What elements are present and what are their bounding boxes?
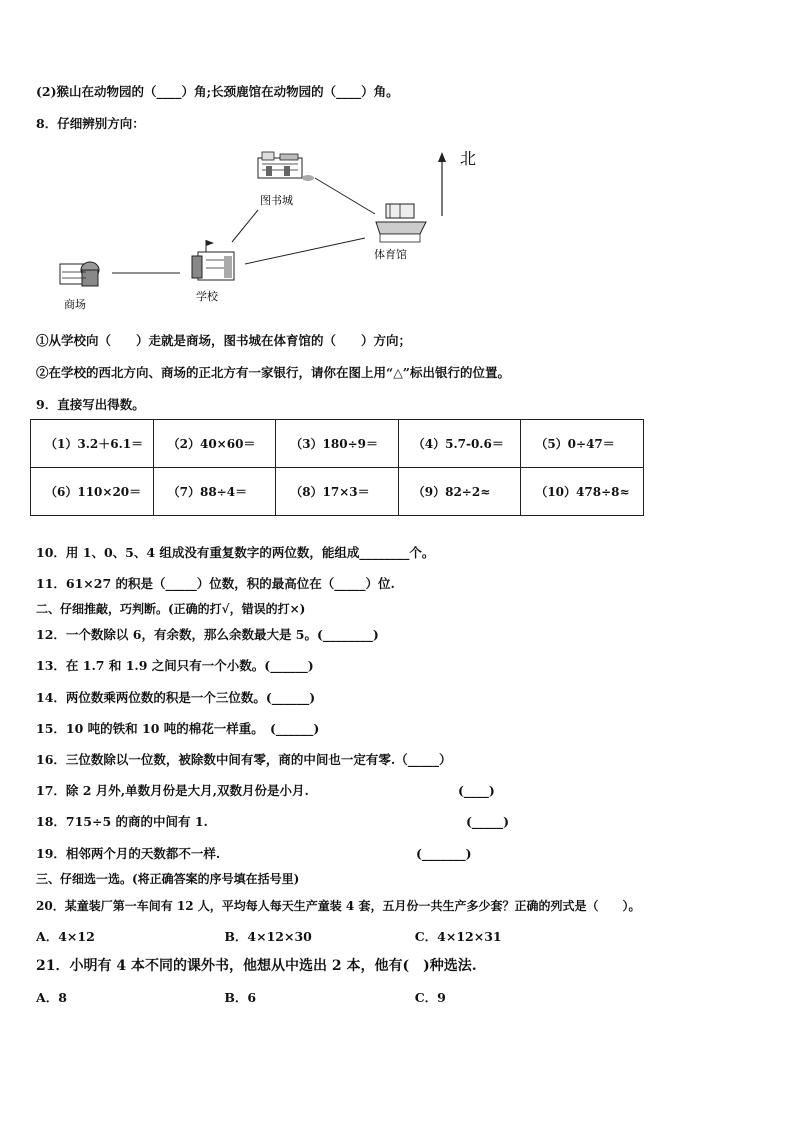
q8-sub1: ①从学校向（ ）走就是商场，图书城在体育馆的（ ）方向； <box>36 333 412 348</box>
q21-option-c[interactable]: C．9 <box>414 990 446 1005</box>
q9-calc-table <box>30 419 644 516</box>
q17 <box>36 783 309 799</box>
q19-blank: (_______) <box>416 846 472 861</box>
calc-cell: （2）40×60＝ <box>153 420 276 468</box>
section2-heading: 二、仔细推敲，巧判断。(正确的打√，错误的打×) <box>36 602 306 616</box>
school-label: 学校 <box>196 290 218 303</box>
calc-cell: （7）88÷4＝ <box>153 468 276 516</box>
library-icon <box>258 152 314 181</box>
q8-title: 8．仔细辨别方向： <box>36 116 145 131</box>
gym-icon <box>376 204 426 242</box>
gym-label: 体育馆 <box>374 248 407 261</box>
q21-options <box>36 990 446 1006</box>
q17-blank: (____) <box>458 783 495 798</box>
table-row <box>31 420 644 468</box>
library-label: 图书城 <box>260 194 293 207</box>
calc-cell: （5）0÷47＝ <box>521 420 644 468</box>
calc-cell: （4）5.7-0.6＝ <box>398 420 521 468</box>
q20-option-a[interactable]: A．4×12 <box>36 929 95 944</box>
q18-blank: (_____) <box>466 814 510 829</box>
q13: 13．在 1.7 和 1.9 之间只有一个小数。(______) <box>36 658 314 673</box>
calc-cell: （6）110×20＝ <box>31 468 154 516</box>
school-icon <box>192 240 234 280</box>
q21-option-a[interactable]: A．8 <box>36 990 67 1005</box>
calc-cell: （1）3.2＋6.1＝ <box>31 420 154 468</box>
mall-label: 商场 <box>64 298 86 311</box>
q16: 16．三位数除以一位数，被除数中间有零，商的中间也一定有零.（_____） <box>36 752 452 767</box>
calc-cell: （9）82÷2≈ <box>398 468 521 516</box>
q18-text: 18．715÷5 的商的中间有 1. <box>36 814 208 829</box>
q17-text: 17．除 2 月外,单数月份是大月,双数月份是小月. <box>36 783 309 798</box>
calc-cell: （3）180÷9＝ <box>276 420 399 468</box>
calc-cell: （10）478÷8≈ <box>521 468 644 516</box>
q11: 11．61×27 的积是（_____）位数，积的最高位在（_____）位. <box>36 576 395 591</box>
line-school-library <box>232 210 258 242</box>
north-label: 北 <box>460 149 477 168</box>
q12: 12．一个数除以 6，有余数，那么余数最大是 5。(________) <box>36 627 379 642</box>
q9-title: 9．直接写出得数。 <box>36 397 145 412</box>
section3-heading: 三、仔细选一选。(将正确答案的序号填在括号里) <box>36 872 300 886</box>
q8-sub2: ②在学校的西北方向、商场的正北方有一家银行，请你在图上用“△”标出银行的位置。 <box>36 365 510 380</box>
q20-option-b[interactable]: B．4×12×30 <box>224 929 312 944</box>
mall-icon <box>60 262 99 286</box>
calc-cell: （8）17×3＝ <box>276 468 399 516</box>
line-library-gym <box>315 178 375 214</box>
q19-text: 19．相邻两个月的天数都不一样. <box>36 846 221 861</box>
q20: 20．某童装厂第一车间有 12 人，平均每人每天生产童装 4 套，五月份一共生产多少套？正确的列式是（ ）。 <box>36 899 641 913</box>
q20-options <box>36 929 502 945</box>
q14: 14．两位数乘两位数的积是一个三位数。(______) <box>36 690 316 705</box>
q7-part2: (2)猴山在动物园的（____）角;长颈鹿馆在动物园的（____）角。 <box>36 84 399 99</box>
q18 <box>36 814 208 830</box>
q21: 21．小明有 4 本不同的课外书，他想从中选出 2 本，他有( )种选法. <box>36 958 477 974</box>
q19 <box>36 846 220 862</box>
q20-option-c[interactable]: C．4×12×31 <box>414 929 502 944</box>
q10: 10．用 1、0、5、4 组成没有重复数字的两位数，能组成________个。 <box>36 545 435 560</box>
q21-option-b[interactable]: B．6 <box>224 990 257 1005</box>
line-school-gym <box>245 238 365 264</box>
direction-diagram <box>40 140 500 320</box>
q15: 15．10 吨的铁和 10 吨的棉花一样重。 (______) <box>36 721 320 736</box>
table-row <box>31 468 644 516</box>
north-arrow-icon <box>438 152 446 216</box>
